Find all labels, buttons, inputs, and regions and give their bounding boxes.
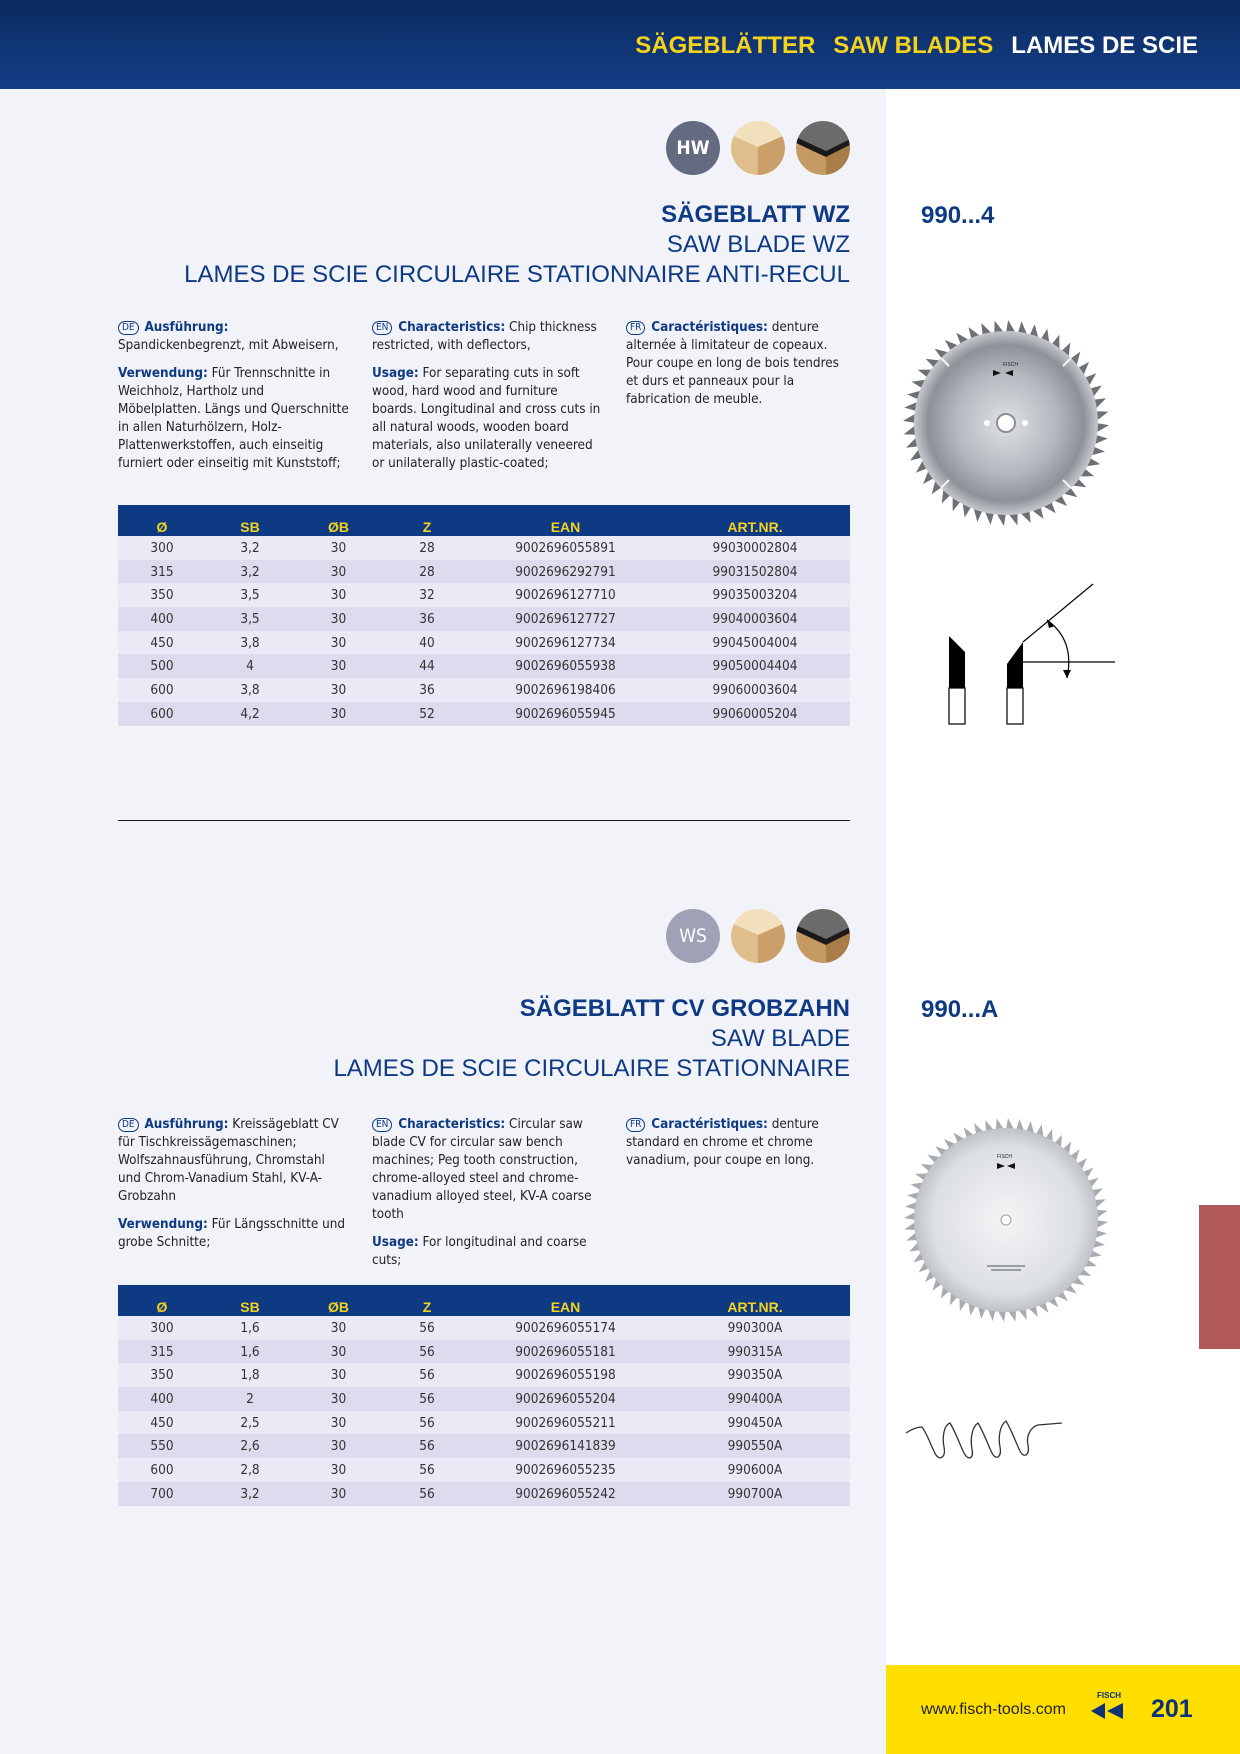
table-cell: 2,6 [206,1434,294,1458]
tooth-shape-diagram [904,1415,1074,1480]
table-cell: 99045004004 [660,631,850,655]
table-cell: 990300A [660,1316,850,1340]
table-cell: 990400A [660,1387,850,1411]
table-cell: 990350A [660,1363,850,1387]
table-cell: 99060003604 [660,678,850,702]
table-cell: 9002696055198 [471,1363,660,1387]
title-en: SAW BLADE [710,1025,850,1052]
hw-badge: HW [666,121,720,175]
table-cell: 400 [118,1387,206,1411]
table-cell: 9002696198406 [471,678,660,702]
header-title-fr: LAMES DE SCIE [1011,32,1198,59]
table-cell: 9002696127727 [471,607,660,631]
table-cell: 52 [383,702,471,726]
table-cell: 30 [294,631,383,655]
table-row [118,536,850,560]
product-code-1: 990...4 [921,202,995,229]
table-cell: 3,2 [206,536,294,560]
table-cell: 400 [118,607,206,631]
table-cell: 56 [383,1316,471,1340]
table-cell: 30 [294,607,383,631]
table-cell: 28 [383,536,471,560]
material-badges [666,909,850,963]
table-cell: 990550A [660,1434,850,1458]
product-title-2 [333,994,850,1084]
table-cell: 9002696127710 [471,583,660,607]
table-cell: 99040003604 [660,607,850,631]
table-cell: 9002696141839 [471,1434,660,1458]
description-en: EN Characteristics: Chip thickness restricted, with deflectors, Usage: For separating cuts in soft wood, hard wood and furniture boards. Longitudinal and cross cuts in all natural woods, wooden board materials, also unilaterally veneered or unilaterally plastic-coated; [372,320,601,471]
title-fr: LAMES DE SCIE CIRCULAIRE STATIONNAIRE [333,1055,850,1082]
table-cell: 30 [294,1316,383,1340]
table-cell: 30 [294,702,383,726]
table-cell: 3,8 [206,678,294,702]
table-row [118,1340,850,1364]
spec-table-1 [118,505,850,726]
table-cell: 56 [383,1340,471,1364]
table-cell: 350 [118,1363,206,1387]
table-cell: 600 [118,1458,206,1482]
table-header: Ø SB ØB Z EAN ART.NR. [118,505,850,536]
table-cell: 4 [206,654,294,678]
table-cell: 990600A [660,1458,850,1482]
table-cell: 300 [118,1316,206,1340]
table-cell: 3,5 [206,583,294,607]
product-title-1 [184,200,850,290]
table-cell: 30 [294,678,383,702]
section-divider [118,820,850,821]
table-cell: 30 [294,536,383,560]
table-row [118,1482,850,1506]
table-cell: 3,2 [206,560,294,584]
table-row [118,1316,850,1340]
table-row [118,583,850,607]
table-cell: 32 [383,583,471,607]
table-cell: 99031502804 [660,560,850,584]
lang-badge-de: DE [118,1118,139,1132]
table-cell: 30 [294,1387,383,1411]
tooth-profile-diagram [935,580,1115,735]
saw-blade-image-2 [901,1115,1111,1330]
table-cell: 450 [118,631,206,655]
table-cell: 550 [118,1434,206,1458]
table-cell: 40 [383,631,471,655]
table-row [118,1434,850,1458]
table-cell: 990700A [660,1482,850,1506]
table-cell: 9002696127734 [471,631,660,655]
table-cell: 30 [294,1340,383,1364]
table-cell: 99030002804 [660,536,850,560]
table-cell: 3,5 [206,607,294,631]
page-number: 201 [1151,1695,1193,1723]
table-cell: 1,8 [206,1363,294,1387]
table-row [118,654,850,678]
lang-badge-de: DE [118,321,139,335]
table-row [118,607,850,631]
table-cell: 4,2 [206,702,294,726]
table-cell: 350 [118,583,206,607]
table-row [118,678,850,702]
table-cell: 30 [294,1458,383,1482]
table-cell: 2,5 [206,1411,294,1435]
table-cell: 315 [118,1340,206,1364]
table-cell: 1,6 [206,1340,294,1364]
blade-logo-text: FISCH [1003,362,1018,368]
table-cell: 600 [118,702,206,726]
blade-logo-text: FISCH [997,1154,1012,1160]
board-icon [796,121,850,175]
table-cell: 990315A [660,1340,850,1364]
wood-icon [731,121,785,175]
table-cell: 3,2 [206,1482,294,1506]
table-cell: 30 [294,654,383,678]
table-cell: 9002696055945 [471,702,660,726]
table-cell: 30 [294,560,383,584]
title-en: SAW BLADE WZ [666,231,850,258]
table-cell: 9002696055938 [471,654,660,678]
table-cell: 28 [383,560,471,584]
table-cell: 99050004404 [660,654,850,678]
ws-badge: WS [666,909,720,963]
table-cell: 30 [294,1411,383,1435]
website-link[interactable]: www.fisch-tools.com [921,1701,1066,1718]
table-cell: 9002696055235 [471,1458,660,1482]
table-cell: 3,8 [206,631,294,655]
header-title-en: SAW BLADES [833,32,994,59]
fisch-logo [1089,1687,1133,1731]
page-footer [886,1665,1240,1754]
description-de: DE Ausführung: Spandickenbegrenzt, mit Abweisern, Verwendung: Für Trennschnitte in Weichholz, Hartholz und Möbelplatten. Längs und Querschnitte in allen Naturhölzern, Holz-Plattenwerkstoffen, auch einseitig furniert oder einseitig mit Kunststoff; [118,320,349,471]
table-cell: 9002696055181 [471,1340,660,1364]
table-cell: 450 [118,1411,206,1435]
table-cell: 56 [383,1482,471,1506]
table-cell: 9002696055891 [471,536,660,560]
table-cell: 56 [383,1411,471,1435]
title-fr: LAMES DE SCIE CIRCULAIRE STATIONNAIRE ANTI-RECUL [184,261,850,288]
table-cell: 1,6 [206,1316,294,1340]
table-cell: 30 [294,1363,383,1387]
saw-blade-image-1 [901,318,1111,533]
lang-badge-fr: FR [626,321,645,335]
table-cell: 56 [383,1363,471,1387]
lang-badge-fr: FR [626,1118,645,1132]
table-cell: 9002696055242 [471,1482,660,1506]
table-cell: 30 [294,583,383,607]
logo-text: FISCH [1097,1691,1121,1700]
table-cell: 2 [206,1387,294,1411]
description-en: EN Characteristics: Circular saw blade CV for circular saw bench machines; Peg tooth construction, chrome-alloyed steel and chrome-vanadium alloyed steel, KV-A coarse tooth Usage: For longitudinal and coarse cuts; [372,1117,592,1268]
side-tab[interactable] [1199,1205,1240,1349]
table-cell: 99060005204 [660,702,850,726]
table-cell: 36 [383,678,471,702]
table-cell: 9002696055174 [471,1316,660,1340]
table-cell: 36 [383,607,471,631]
material-badges [666,121,850,175]
table-row [118,631,850,655]
description-fr: FR Caractéristiques: denture standard en chrome et chrome vanadium, pour coupe en long. [626,1117,819,1168]
board-icon [796,909,850,963]
description-de: DE Ausführung: Kreissägeblatt CV für Tischkreissägemaschinen; Wolfszahnausführung, Chromstahl und Chrom-Vanadium Stahl, KV-A-Grobzahn Verwendung: Für Längsschnitte und grobe Schnitte; [118,1117,346,1250]
table-row [118,702,850,726]
table-cell: 9002696292791 [471,560,660,584]
table-cell: 315 [118,560,206,584]
lang-badge-en: EN [372,321,392,335]
table-cell: 30 [294,1434,383,1458]
table-row [118,1458,850,1482]
lang-badge-en: EN [372,1118,392,1132]
product-code-2: 990...A [921,996,999,1023]
table-row [118,1387,850,1411]
table-cell: 600 [118,678,206,702]
table-cell: 99035003204 [660,583,850,607]
table-header: Ø SB ØB Z EAN ART.NR. [118,1285,850,1316]
wood-icon [731,909,785,963]
table-cell: 9002696055211 [471,1411,660,1435]
table-cell: 9002696055204 [471,1387,660,1411]
table-cell: 56 [383,1387,471,1411]
table-cell: 300 [118,536,206,560]
table-cell: 990450A [660,1411,850,1435]
title-de: SÄGEBLATT WZ [661,201,850,228]
table-row [118,1411,850,1435]
table-cell: 30 [294,1482,383,1506]
table-cell: 700 [118,1482,206,1506]
table-cell: 2,8 [206,1458,294,1482]
title-de: SÄGEBLATT CV GROBZAHN [519,995,850,1022]
table-cell: 56 [383,1434,471,1458]
description-fr: FR Caractéristiques: denture alternée à limitateur de copeaux. Pour coupe en long de bois tendres et durs et panneaux pour la fabrication de meuble. [626,320,839,407]
table-cell: 500 [118,654,206,678]
spec-table-2 [118,1285,850,1506]
header-title-de: SÄGEBLÄTTER [635,32,816,59]
table-row [118,1363,850,1387]
table-cell: 56 [383,1458,471,1482]
table-row [118,560,850,584]
table-cell: 44 [383,654,471,678]
